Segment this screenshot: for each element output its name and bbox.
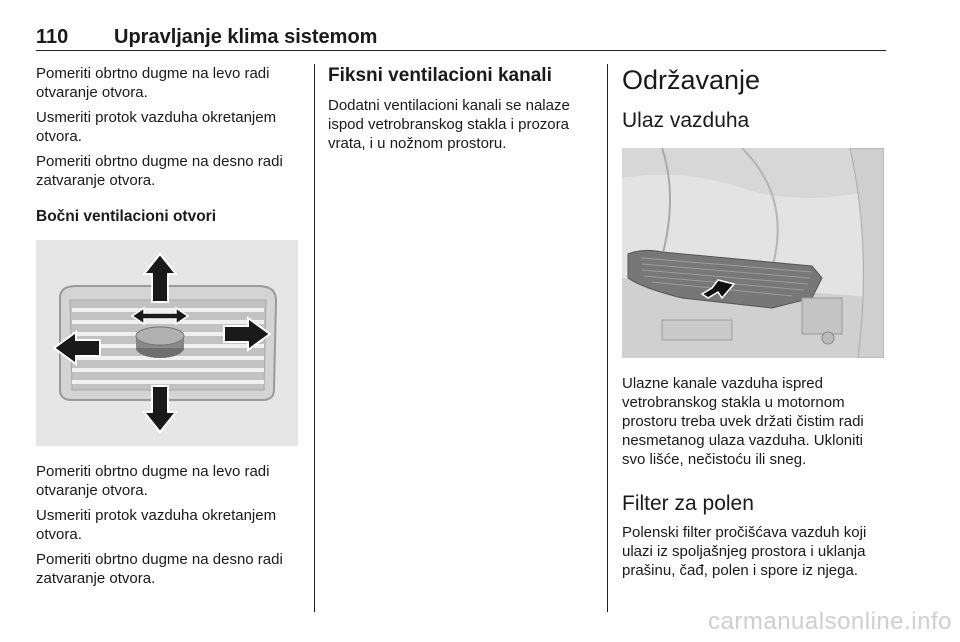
paragraph: Pomeriti obrtno dugme na desno radi zatvaranje otvora. bbox=[36, 153, 283, 189]
paragraph: Pomeriti obrtno dugme na desno radi zatvaranje otvora. bbox=[36, 551, 283, 587]
page-number: 110 bbox=[36, 26, 69, 48]
chapter-heading: Održavanje bbox=[622, 65, 761, 95]
side-vent-illustration bbox=[36, 240, 298, 446]
page-header bbox=[36, 20, 886, 51]
section-subheading: Bočni ventilacioni otvori bbox=[36, 208, 216, 225]
column-divider bbox=[607, 64, 608, 612]
chapter-title: Upravljanje klima sistemom bbox=[114, 26, 378, 48]
column-left bbox=[36, 64, 302, 594]
watermark: carmanualsonline.info bbox=[708, 608, 952, 635]
section-subheading: Filter za polen bbox=[622, 492, 754, 515]
column-divider bbox=[314, 64, 315, 612]
section-subheading: Ulaz vazduha bbox=[622, 109, 750, 132]
paragraph: Pomeriti obrtno dugme na levo radi otvaranje otvora. bbox=[36, 463, 270, 499]
column-right bbox=[622, 64, 888, 586]
paragraph: Polenski filter pročišćava vazduh koji ulazi iz spoljašnjeg prostora i uklanja prašinu, čađ, polen i spore iz njega. bbox=[622, 524, 867, 579]
section-heading: Fiksni ventilacioni kanali bbox=[328, 65, 552, 86]
paragraph: Usmeriti protok vazduha okretanjem otvora. bbox=[36, 109, 277, 145]
column-middle bbox=[328, 64, 594, 159]
paragraph: Usmeriti protok vazduha okretanjem otvora. bbox=[36, 507, 277, 543]
air-inlet-photo bbox=[622, 148, 884, 358]
paragraph: Ulazne kanale vazduha ispred vetrobranskog stakla u motornom prostoru treba uvek držati čistim radi nesmetanog ulaza vazduha. Ukloniti svo lišće, nečistoću ili sneg. bbox=[622, 375, 864, 468]
paragraph: Dodatni ventilacioni kanali se nalaze ispod vetrobranskog stakla i prozora vrata, i u nožnom prostoru. bbox=[328, 97, 570, 152]
paragraph: Pomeriti obrtno dugme na levo radi otvaranje otvora. bbox=[36, 65, 270, 101]
